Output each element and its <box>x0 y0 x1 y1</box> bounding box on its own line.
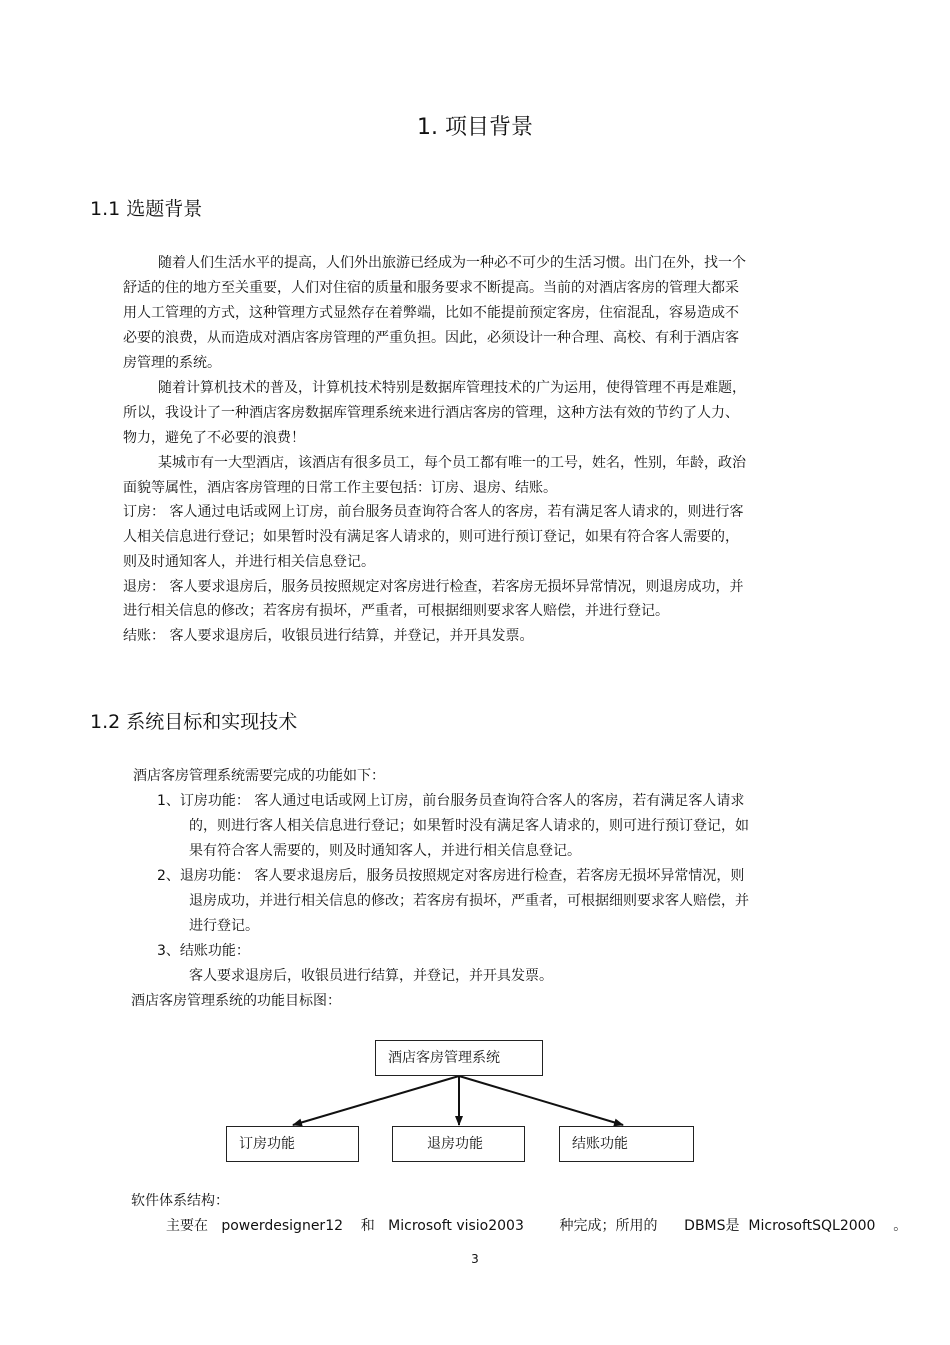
architecture-line: 主要在 powerdesigner12 和 Microsoft visio2003 种完成；所用的 DBMS是 MicrosoftSQL2000 。 <box>166 1218 908 1234</box>
paragraph-line: 退房： 客人要求退房后，服务员按照规定对客房进行检查，若客房无损坏异常情况，则退房成功，并 <box>123 579 744 595</box>
paragraph-line: 则及时通知客人，并进行相关信息登记。 <box>123 554 375 570</box>
list-item-continued: 进行登记。 <box>189 918 259 934</box>
list-item: 1、订房功能： 客人通过电话或网上订房，前台服务员查询符合客人的客房，若有满足客人请求 <box>157 793 745 809</box>
list-item-continued: 客人要求退房后，收银员进行结算，并登记，并开具发票。 <box>189 968 553 984</box>
paragraph-line: 房管理的系统。 <box>123 355 221 371</box>
list-item-continued: 退房成功，并进行相关信息的修改；若客房有损坏，严重者，可根据细则要求客人赔偿，并 <box>189 893 749 909</box>
arrow-to-billing <box>459 1076 623 1125</box>
paragraph-line: 进行相关信息的修改；若客房有损坏，严重者，可根据细则要求客人赔偿，并进行登记。 <box>123 603 669 619</box>
paragraph-line: 必要的浪费，从而造成对酒店客房管理的严重负担。因此，必须设计一种合理、高校、有利于酒店客 <box>123 330 739 346</box>
list-item: 2、退房功能： 客人要求退房后，服务员按照规定对客房进行检查，若客房无损坏异常情况，则 <box>157 868 745 884</box>
page-number: 3 <box>471 1252 479 1266</box>
diagram-node-booking: 订房功能 <box>226 1126 359 1162</box>
paragraph-line: 随着人们生活水平的提高，人们外出旅游已经成为一种必不可少的生活习惯。出门在外，找一个 <box>158 255 746 271</box>
paragraph-line: 用人工管理的方式，这种管理方式显然存在着弊端，比如不能提前预定客房，住宿混乱，容易造成不 <box>123 305 739 321</box>
diagram-node-checkout: 退房功能 <box>392 1126 525 1162</box>
diagram-node-billing: 结账功能 <box>559 1126 694 1162</box>
diagram-caption: 酒店客房管理系统的功能目标图： <box>131 993 341 1009</box>
paragraph-line: 订房： 客人通过电话或网上订房，前台服务员查询符合客人的客房，若有满足客人请求的，则进行客 <box>123 504 744 520</box>
paragraph-line: 结账： 客人要求退房后，收银员进行结算，并登记，并开具发票。 <box>123 628 534 644</box>
paragraph-line: 随着计算机技术的普及，计算机技术特别是数据库管理技术的广为运用，使得管理不再是难题， <box>158 380 746 396</box>
list-item-continued: 的，则进行客人相关信息进行登记；如果暂时没有满足客人请求的，则可进行预订登记，如 <box>189 818 749 834</box>
paragraph-line: 面貌等属性，酒店客房管理的日常工作主要包括：订房、退房、结账。 <box>123 480 557 496</box>
paragraph-line: 舒适的住的地方至关重要，人们对住宿的质量和服务要求不断提高。当前的对酒店客房的管理大都采 <box>123 280 739 296</box>
paragraph-line: 某城市有一大型酒店，该酒店有很多员工，每个员工都有唯一的工号，姓名，性别，年龄，政治 <box>158 455 746 471</box>
section-heading-1-2: 1.2 系统目标和实现技术 <box>90 711 298 733</box>
list-item-continued: 果有符合客人需要的，则及时通知客人，并进行相关信息登记。 <box>189 843 581 859</box>
page-title: 1. 项目背景 <box>417 115 533 140</box>
intro-line: 酒店客房管理系统需要完成的功能如下： <box>133 768 385 784</box>
section-heading-1-1: 1.1 选题背景 <box>90 198 203 220</box>
paragraph-line: 所以，我设计了一种酒店客房数据库管理系统来进行酒店客房的管理，这种方法有效的节约了人力、 <box>123 405 739 421</box>
paragraph-line: 物力，避免了不必要的浪费！ <box>123 430 305 446</box>
arrow-to-booking <box>293 1076 459 1125</box>
list-item: 3、结账功能： <box>157 943 250 959</box>
paragraph-line: 人相关信息进行登记；如果暂时没有满足客人请求的，则可进行预订登记，如果有符合客人需要的， <box>123 529 739 545</box>
diagram-root-node: 酒店客房管理系统 <box>375 1040 543 1076</box>
architecture-heading: 软件体系结构： <box>131 1193 229 1209</box>
